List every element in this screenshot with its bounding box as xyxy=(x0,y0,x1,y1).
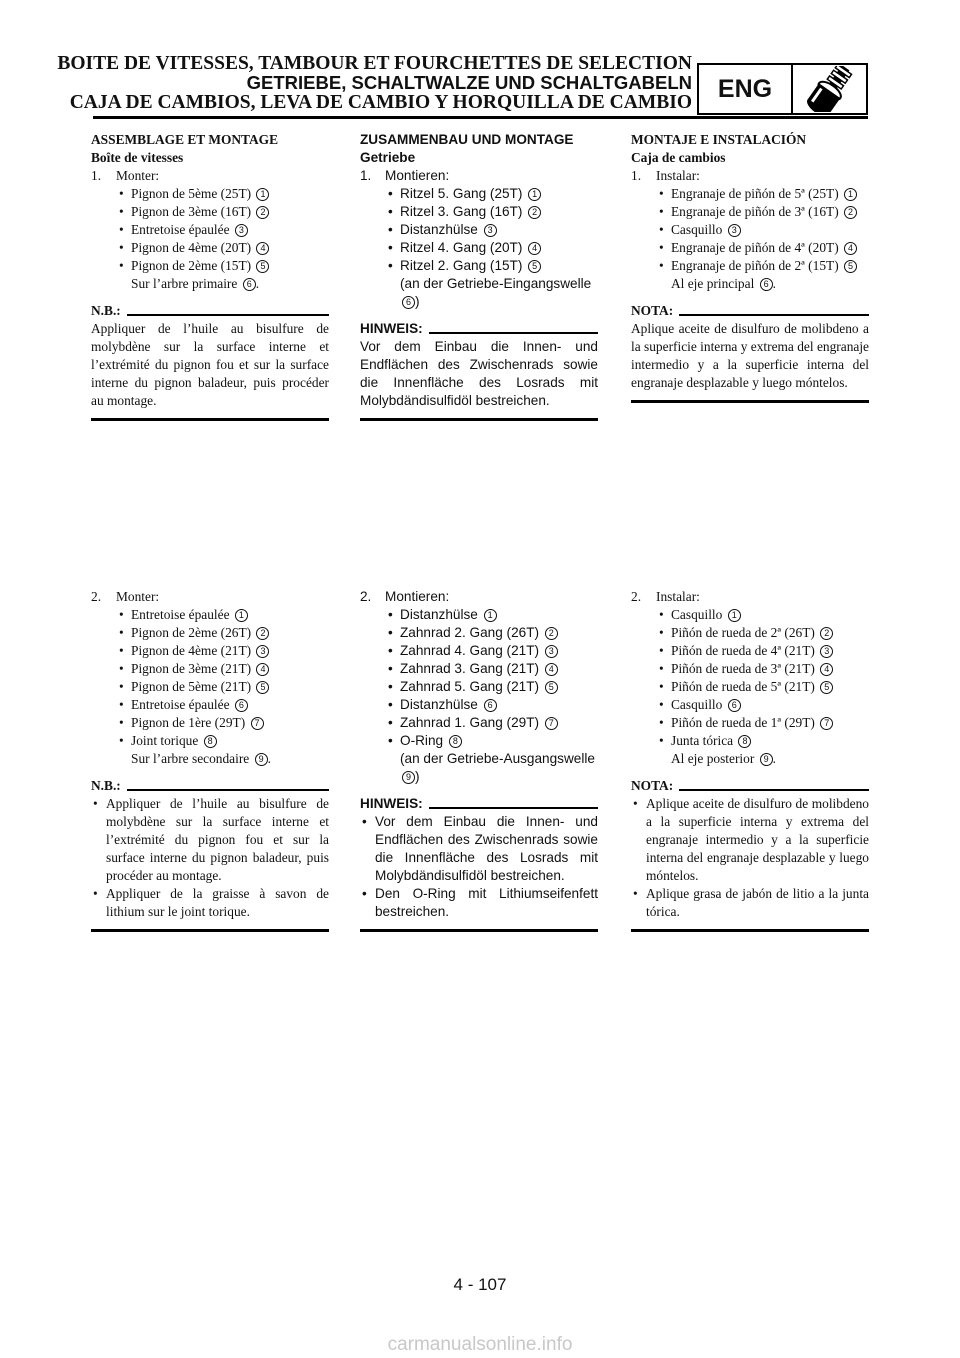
location-end: ) xyxy=(415,769,420,784)
step-line xyxy=(91,588,329,606)
fr-block-1 xyxy=(91,131,329,421)
part-name: Pignon de 4ème (20T) xyxy=(131,240,252,255)
de-block-2 xyxy=(360,588,598,932)
section-subheading: Getriebe xyxy=(360,150,416,165)
part-name: Zahnrad 5. Gang (21T) xyxy=(400,679,540,694)
part-name: Piñón de rueda de 3ª (21T) xyxy=(671,661,815,676)
part-item xyxy=(91,678,329,696)
part-name: Zahnrad 1. Gang (29T) xyxy=(400,715,540,730)
callout-marker: 2 xyxy=(820,627,833,640)
note-bullet: • Appliquer de l’huile au bisulfure de molybdène sur la surface interne et l’extrémité du pignon fou et sur la surface interne du pignon baladeur, puis procéder au montage. xyxy=(91,795,329,885)
part-item xyxy=(360,696,598,714)
callout-marker: 6 xyxy=(760,278,773,291)
callout-marker: 2 xyxy=(844,206,857,219)
note-header xyxy=(360,320,598,338)
step-line xyxy=(631,588,869,606)
step-number: 2. xyxy=(360,589,372,604)
callout-marker: 4 xyxy=(256,663,269,676)
part-item xyxy=(91,606,329,624)
part-item xyxy=(631,714,869,732)
location-text: (an der Getriebe-Ausgangswelle xyxy=(400,751,595,766)
part-item xyxy=(91,185,329,203)
part-item xyxy=(360,203,598,221)
location-end: . xyxy=(255,276,260,291)
callout-marker: 4 xyxy=(820,663,833,676)
part-name: Piñón de rueda de 5ª (21T) xyxy=(671,679,815,694)
part-name: Ritzel 4. Gang (20T) xyxy=(400,240,523,255)
part-name: Distanzhülse xyxy=(400,697,478,712)
part-name: Entretoise épaulée xyxy=(131,607,230,622)
step-label: Instalar: xyxy=(656,589,700,604)
part-name: Ritzel 3. Gang (16T) xyxy=(400,204,523,219)
part-name: Engranaje de piñón de 4ª (20T) xyxy=(671,240,839,255)
callout-marker: 7 xyxy=(545,717,558,730)
part-item xyxy=(631,185,869,203)
callout-marker: 1 xyxy=(484,609,497,622)
section-title-es: CAJA DE CAMBIOS, LEVA DE CAMBIO Y HORQUILLA DE CAMBIO xyxy=(69,92,692,113)
es-block-1 xyxy=(631,131,869,403)
part-item xyxy=(631,221,869,239)
step-label: Montieren: xyxy=(385,168,450,183)
callout-marker: 9 xyxy=(255,753,268,766)
section-subheading: Caja de cambios xyxy=(631,150,726,165)
callout-marker: 9 xyxy=(402,771,415,784)
note-text: Aplique aceite de disulfuro de molibdeno a la superficie interna y extrema del engranaje intermedio y a la superficie interna del engranaje desplazable y luego móntelos. xyxy=(631,321,869,390)
callout-marker: 7 xyxy=(251,717,264,730)
note-rule xyxy=(679,314,869,316)
part-name: Casquillo xyxy=(671,697,723,712)
step-number: 1. xyxy=(91,168,102,183)
part-item xyxy=(360,660,598,678)
callout-marker: 3 xyxy=(545,645,558,658)
note-rule xyxy=(127,314,329,316)
part-item xyxy=(360,257,598,275)
part-item xyxy=(631,606,869,624)
step-line xyxy=(631,167,869,185)
note-bullet: • Den O-Ring mit Lithiumseifenfett bestreichen. xyxy=(360,885,598,921)
callout-marker: 3 xyxy=(235,224,248,237)
callout-marker: 3 xyxy=(820,645,833,658)
section-subheading: Boîte de vitesses xyxy=(91,150,184,165)
part-name: Joint torique xyxy=(131,733,199,748)
note-label: NOTA: xyxy=(631,778,674,793)
part-name: Casquillo xyxy=(671,222,723,237)
note-text: Vor dem Einbau die Innen- und Endflächen des Zwischenrads sowie die Innenfläche des Losrads mit Molybdändisulfidöl bestreichen. xyxy=(360,339,598,408)
callout-marker: 4 xyxy=(844,242,857,255)
part-name: Pignon de 2ème (26T) xyxy=(131,625,252,640)
callout-marker: 5 xyxy=(256,260,269,273)
note-label: N.B.: xyxy=(91,303,121,318)
callout-marker: 5 xyxy=(528,260,541,273)
callout-marker: 5 xyxy=(545,681,558,694)
part-name: Pignon de 1ère (29T) xyxy=(131,715,246,730)
step-number: 1. xyxy=(631,168,642,183)
part-name: Engranaje de piñón de 2ª (15T) xyxy=(671,258,839,273)
callout-marker: 1 xyxy=(528,188,541,201)
callout-marker: 8 xyxy=(738,735,751,748)
part-item xyxy=(91,221,329,239)
note-header xyxy=(91,302,329,320)
part-item xyxy=(91,642,329,660)
fr-block-2 xyxy=(91,588,329,932)
part-item xyxy=(631,203,869,221)
note-label: NOTA: xyxy=(631,303,674,318)
eng-label: ENG xyxy=(699,65,793,113)
part-item xyxy=(631,696,869,714)
note-end-rule xyxy=(91,418,329,421)
note-rule xyxy=(127,789,329,791)
install-location xyxy=(631,750,869,768)
note-rule xyxy=(429,332,598,334)
part-item xyxy=(91,732,329,750)
part-item xyxy=(91,239,329,257)
part-item xyxy=(91,624,329,642)
section-heading: MONTAJE E INSTALACIÓN xyxy=(631,132,807,147)
callout-marker: 6 xyxy=(235,699,248,712)
callout-marker: 8 xyxy=(204,735,217,748)
install-location xyxy=(91,750,329,768)
note-header xyxy=(631,302,869,320)
part-item xyxy=(91,696,329,714)
part-item xyxy=(360,606,598,624)
location-text: (an der Getriebe-Eingangswelle xyxy=(400,276,592,291)
part-item xyxy=(91,203,329,221)
note-end-rule xyxy=(631,929,869,932)
part-item xyxy=(360,732,598,750)
part-name: Zahnrad 2. Gang (26T) xyxy=(400,625,540,640)
location-end: . xyxy=(772,276,777,291)
part-name: Distanzhülse xyxy=(400,222,478,237)
part-name: Casquillo xyxy=(671,607,723,622)
callout-marker: 5 xyxy=(844,260,857,273)
callout-marker: 4 xyxy=(256,242,269,255)
watermark: carmanualsonline.info xyxy=(387,1334,573,1355)
part-name: Piñón de rueda de 4ª (21T) xyxy=(671,643,815,658)
callout-marker: 6 xyxy=(402,296,415,309)
callout-marker: 4 xyxy=(545,663,558,676)
eng-badge xyxy=(697,63,868,115)
step-label: Montieren: xyxy=(385,589,450,604)
step-number: 1. xyxy=(360,168,372,183)
part-item xyxy=(360,642,598,660)
note-bullet: • Aplique aceite de disulfuro de molibdeno a la superficie interna y extrema del engranaje intermedio y a la superficie interna del engranaje desplazable y luego móntelos. xyxy=(631,795,869,885)
part-item xyxy=(360,678,598,696)
callout-marker: 6 xyxy=(728,699,741,712)
note-label: HINWEIS: xyxy=(360,321,423,336)
location-text: Al eje principal xyxy=(671,276,755,291)
part-item xyxy=(360,185,598,203)
callout-marker: 2 xyxy=(256,206,269,219)
part-name: Ritzel 2. Gang (15T) xyxy=(400,258,523,273)
install-location xyxy=(631,275,869,293)
callout-marker: 1 xyxy=(256,188,269,201)
callout-marker: 1 xyxy=(844,188,857,201)
location-end: ) xyxy=(415,294,420,309)
note-bullet: • Aplique grasa de jabón de litio a la junta tórica. xyxy=(631,885,869,921)
callout-marker: 2 xyxy=(545,627,558,640)
part-item xyxy=(631,239,869,257)
callout-marker: 6 xyxy=(484,699,497,712)
install-location xyxy=(360,750,598,786)
part-item xyxy=(631,660,869,678)
part-item xyxy=(631,732,869,750)
part-name: Pignon de 2ème (15T) xyxy=(131,258,252,273)
part-item xyxy=(360,221,598,239)
callout-marker: 1 xyxy=(728,609,741,622)
part-name: Engranaje de piñón de 3ª (16T) xyxy=(671,204,839,219)
es-block-2 xyxy=(631,588,869,932)
note-rule xyxy=(679,789,869,791)
part-name: Pignon de 4ème (21T) xyxy=(131,643,252,658)
part-name: Entretoise épaulée xyxy=(131,222,230,237)
note-bullet: • Appliquer de la graisse à savon de lithium sur le joint torique. xyxy=(91,885,329,921)
part-item xyxy=(631,624,869,642)
section-heading: ASSEMBLAGE ET MONTAGE xyxy=(91,132,279,147)
part-name: Junta tórica xyxy=(671,733,734,748)
callout-marker: 2 xyxy=(528,206,541,219)
step-number: 2. xyxy=(91,589,102,604)
note-text: Appliquer de l’huile au bisulfure de molybdène sur la surface interne et l’extrémité du pignon fou et sur la surface interne du pignon baladeur, puis procéder au montage. xyxy=(91,321,329,408)
callout-marker: 2 xyxy=(256,627,269,640)
callout-marker: 3 xyxy=(728,224,741,237)
part-name: Ritzel 5. Gang (25T) xyxy=(400,186,523,201)
step-line xyxy=(360,167,598,185)
callout-marker: 1 xyxy=(235,609,248,622)
part-name: Pignon de 3ème (16T) xyxy=(131,204,252,219)
part-name: Zahnrad 4. Gang (21T) xyxy=(400,643,540,658)
note-end-rule xyxy=(360,929,598,932)
part-item xyxy=(631,642,869,660)
callout-marker: 3 xyxy=(256,645,269,658)
callout-marker: 7 xyxy=(820,717,833,730)
step-label: Monter: xyxy=(116,589,160,604)
part-item xyxy=(360,714,598,732)
callout-marker: 5 xyxy=(256,681,269,694)
part-name: Piñón de rueda de 2ª (26T) xyxy=(671,625,815,640)
header-rule xyxy=(93,116,868,119)
callout-marker: 3 xyxy=(484,224,497,237)
de-block-1 xyxy=(360,131,598,421)
part-name: Piñón de rueda de 1ª (29T) xyxy=(671,715,815,730)
part-item xyxy=(360,624,598,642)
callout-marker: 8 xyxy=(449,735,462,748)
note-bullet: • Vor dem Einbau die Innen- und Endflächen des Zwischenrads sowie die Innenfläche des Losrads mit Molybdändisulfidöl bestreichen. xyxy=(360,813,598,885)
callout-marker: 9 xyxy=(760,753,773,766)
part-name: Pignon de 3ème (21T) xyxy=(131,661,252,676)
part-item xyxy=(631,678,869,696)
callout-marker: 6 xyxy=(243,278,256,291)
page-number: 4 - 107 xyxy=(453,1275,507,1294)
part-name: Zahnrad 3. Gang (21T) xyxy=(400,661,540,676)
note-header xyxy=(360,795,598,813)
step-label: Monter: xyxy=(116,168,160,183)
note-header xyxy=(631,777,869,795)
wrench-icon xyxy=(793,66,866,112)
callout-marker: 4 xyxy=(528,242,541,255)
part-item xyxy=(91,714,329,732)
part-item xyxy=(631,257,869,275)
note-header xyxy=(91,777,329,795)
note-label: N.B.: xyxy=(91,778,121,793)
location-text: Al eje posterior xyxy=(671,751,755,766)
section-title-fr: BOITE DE VITESSES, TAMBOUR ET FOURCHETTES DE SELECTION xyxy=(57,53,692,74)
part-name: Pignon de 5ème (21T) xyxy=(131,679,252,694)
install-location xyxy=(91,275,329,293)
part-name: Pignon de 5ème (25T) xyxy=(131,186,252,201)
location-text: Sur l’arbre primaire xyxy=(131,276,238,291)
note-end-rule xyxy=(631,400,869,403)
part-item xyxy=(91,257,329,275)
part-item xyxy=(91,660,329,678)
note-end-rule xyxy=(360,418,598,421)
note-end-rule xyxy=(91,929,329,932)
step-label: Instalar: xyxy=(656,168,700,183)
note-label: HINWEIS: xyxy=(360,796,423,811)
location-text: Sur l’arbre secondaire xyxy=(131,751,250,766)
section-title-de: GETRIEBE, SCHALTWALZE UND SCHALTGABELN xyxy=(246,72,692,93)
step-line xyxy=(360,588,598,606)
part-name: O-Ring xyxy=(400,733,444,748)
step-line xyxy=(91,167,329,185)
install-location xyxy=(360,275,598,311)
callout-marker: 5 xyxy=(820,681,833,694)
part-name: Distanzhülse xyxy=(400,607,478,622)
location-end: . xyxy=(772,751,777,766)
location-end: . xyxy=(267,751,271,766)
part-name: Engranaje de piñón de 5ª (25T) xyxy=(671,186,839,201)
section-heading: ZUSAMMENBAU UND MONTAGE xyxy=(360,132,574,147)
part-name: Entretoise épaulée xyxy=(131,697,230,712)
note-rule xyxy=(429,807,598,809)
step-number: 2. xyxy=(631,589,642,604)
part-item xyxy=(360,239,598,257)
